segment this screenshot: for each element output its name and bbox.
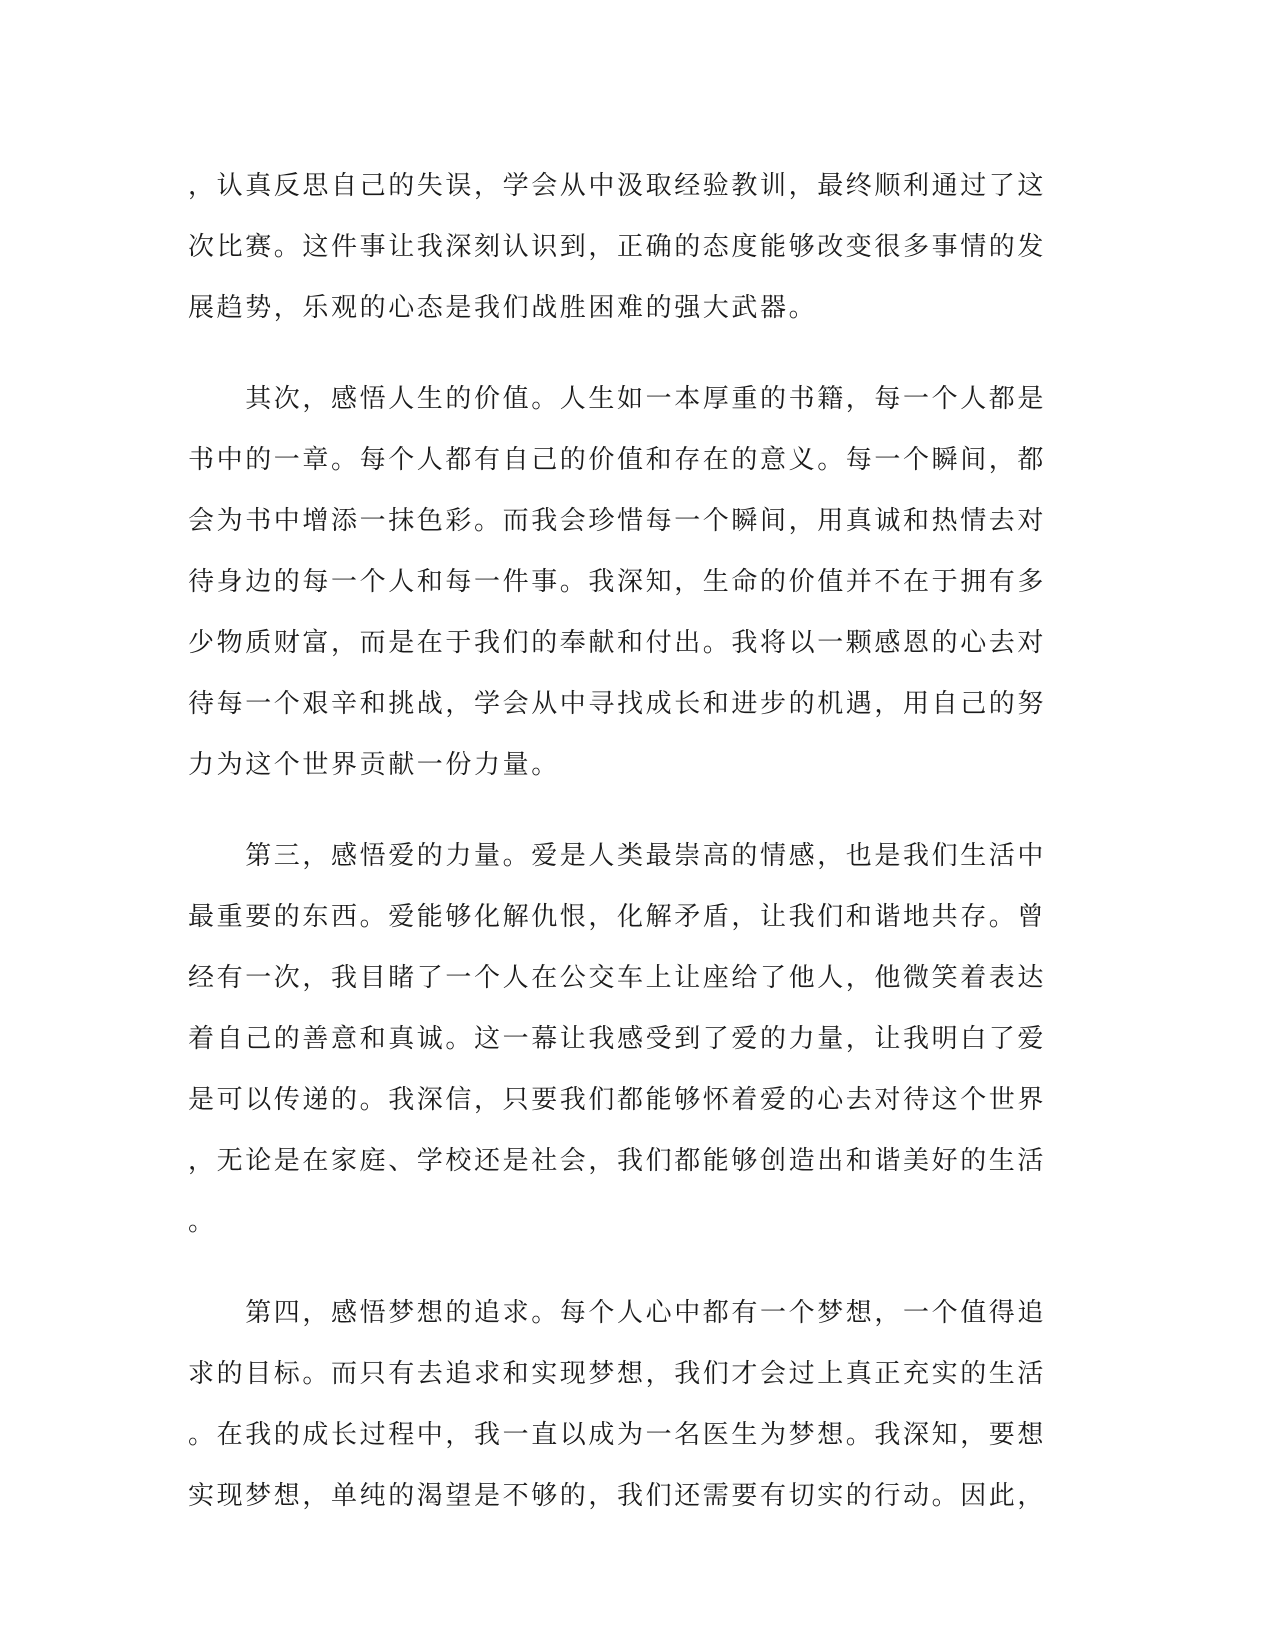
text-line: 次比赛。这件事让我深刻认识到，正确的态度能够改变很多事情的发 xyxy=(188,232,1047,262)
text-line: 展趋势，乐观的心态是我们战胜困难的强大武器。 xyxy=(188,293,818,323)
text-line: 其次，感悟人生的价值。人生如一本厚重的书籍，每一个人都是 xyxy=(188,384,1047,414)
text-line: 第三，感悟爱的力量。爱是人类最崇高的情感，也是我们生活中 xyxy=(188,841,1047,871)
text-line: ，认真反思自己的失误，学会从中汲取经验教训，最终顺利通过了这 xyxy=(188,171,1047,201)
text-line: 着自己的善意和真诚。这一幕让我感受到了爱的力量，让我明白了爱 xyxy=(188,1024,1047,1054)
text-line: 少物质财富，而是在于我们的奉献和付出。我将以一颗感恩的心去对 xyxy=(188,628,1047,658)
text-line: 会为书中增添一抹色彩。而我会珍惜每一个瞬间，用真诚和热情去对 xyxy=(188,506,1047,536)
paragraph-2 xyxy=(188,369,1088,796)
text-line: ，无论是在家庭、学校还是社会，我们都能够创造出和谐美好的生活 xyxy=(188,1146,1047,1176)
text-line: 求的目标。而只有去追求和实现梦想，我们才会过上真正充实的生活 xyxy=(188,1359,1047,1389)
text-line: 实现梦想，单纯的渴望是不够的，我们还需要有切实的行动。因此， xyxy=(188,1481,1047,1511)
text-line: 第四，感悟梦想的追求。每个人心中都有一个梦想，一个值得追 xyxy=(188,1298,1047,1328)
text-line: 待身边的每一个人和每一件事。我深知，生命的价值并不在于拥有多 xyxy=(188,567,1047,597)
text-line: 经有一次，我目睹了一个人在公交车上让座给了他人，他微笑着表达 xyxy=(188,963,1047,993)
paragraph-4 xyxy=(188,1283,1088,1527)
text-line: 力为这个世界贡献一份力量。 xyxy=(188,750,560,780)
text-line: 。 xyxy=(188,1207,217,1237)
paragraph-3 xyxy=(188,826,1088,1253)
text-line: 书中的一章。每个人都有自己的价值和存在的意义。每一个瞬间，都 xyxy=(188,445,1047,475)
paragraph-1 xyxy=(188,156,1088,339)
paragraph-gap xyxy=(188,339,1088,369)
text-line: 最重要的东西。爱能够化解仇恨，化解矛盾，让我们和谐地共存。曾 xyxy=(188,902,1047,932)
text-line: 。在我的成长过程中，我一直以成为一名医生为梦想。我深知，要想 xyxy=(188,1420,1047,1450)
paragraph-gap xyxy=(188,1253,1088,1283)
text-line: 是可以传递的。我深信，只要我们都能够怀着爱的心去对待这个世界 xyxy=(188,1085,1047,1115)
document-body xyxy=(188,156,1088,1527)
paragraph-gap xyxy=(188,796,1088,826)
text-line: 待每一个艰辛和挑战，学会从中寻找成长和进步的机遇，用自己的努 xyxy=(188,689,1047,719)
